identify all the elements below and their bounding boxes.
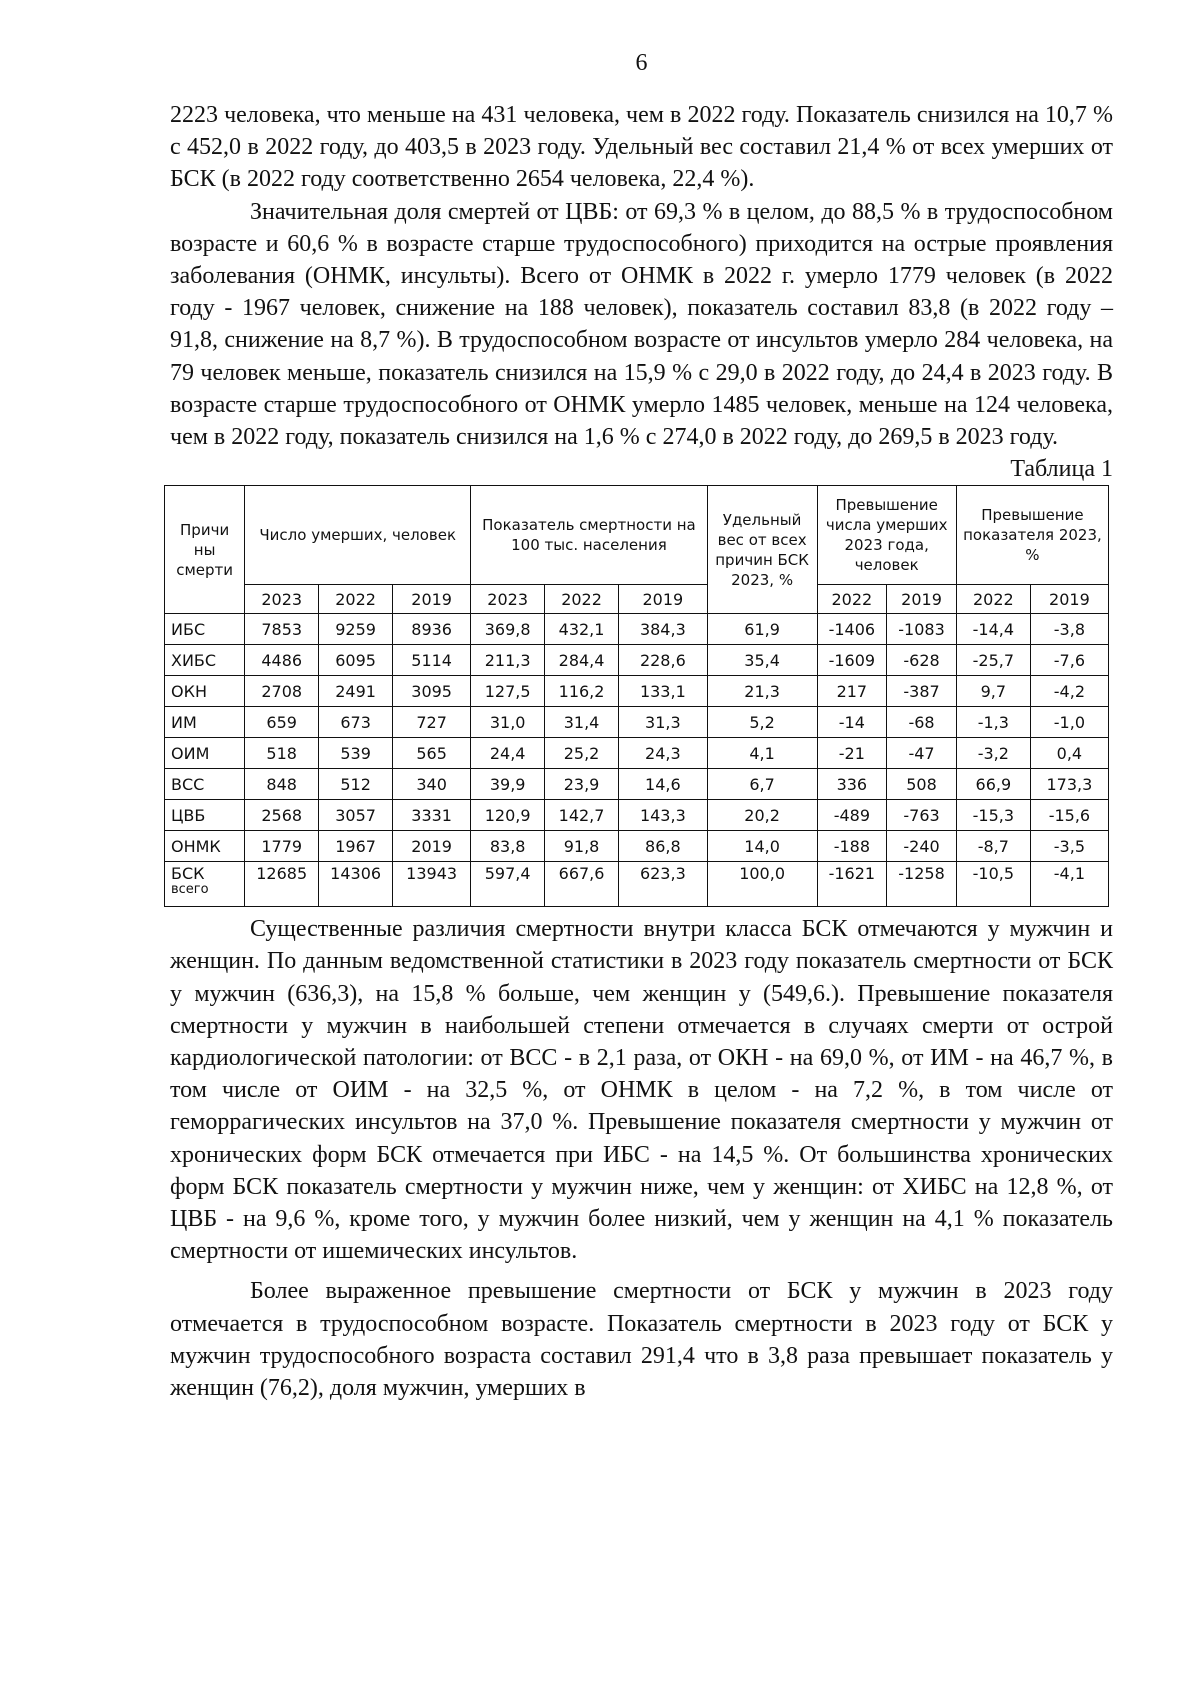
- cause-label: ОНМК: [171, 836, 221, 856]
- value-cell-d2022: 2491: [319, 676, 393, 707]
- cause-label: ОКН: [171, 681, 207, 701]
- value-cell-share: 61,9: [707, 614, 817, 645]
- value-cell-ed2019: -47: [887, 738, 957, 769]
- value-cell-r2019: 133,1: [619, 676, 708, 707]
- value-cell-d2022: 14306: [319, 862, 393, 907]
- cause-label: ХИБС: [171, 650, 217, 670]
- value-cell-d2022: 673: [319, 707, 393, 738]
- value-cell-d2019: 340: [393, 769, 471, 800]
- value-cell-share: 100,0: [707, 862, 817, 907]
- value-cell-d2019: 13943: [393, 862, 471, 907]
- value-cell-ed2019: -68: [887, 707, 957, 738]
- value-cell-er2022: -10,5: [956, 862, 1030, 907]
- value-cell-r2022: 432,1: [545, 614, 619, 645]
- value-cell-d2023: 659: [245, 707, 319, 738]
- value-cell-share: 4,1: [707, 738, 817, 769]
- value-cell-d2023: 848: [245, 769, 319, 800]
- value-cell-ed2022: -14: [817, 707, 887, 738]
- mortality-table: [164, 485, 1109, 907]
- value-cell-d2019: 565: [393, 738, 471, 769]
- cause-label: ВСС: [171, 774, 205, 794]
- value-cell-r2022: 116,2: [545, 676, 619, 707]
- table-row: [165, 862, 1109, 907]
- value-cell-r2023: 211,3: [471, 645, 545, 676]
- paragraph-4: Более выраженное превышение смертности от БСК у мужчин в 2023 году отмечается в трудоспособном возрасте. Показатель смертности в 2023 году от БСК у мужчин трудоспособного возраста составил 291,4 что в 3,8 раза превышает показатель у женщин (76,2), доля мужчин, умерших в: [170, 1278, 1113, 1402]
- table-row: [165, 707, 1109, 738]
- value-cell-d2019: 727: [393, 707, 471, 738]
- cause-cell: [165, 800, 245, 831]
- value-cell-er2019: -1,0: [1030, 707, 1108, 738]
- table-row: [165, 645, 1109, 676]
- value-cell-ed2022: -21: [817, 738, 887, 769]
- value-cell-ed2022: -1609: [817, 645, 887, 676]
- value-cell-d2023: 2708: [245, 676, 319, 707]
- value-cell-er2022: -15,3: [956, 800, 1030, 831]
- value-cell-er2019: 173,3: [1030, 769, 1108, 800]
- year-header: 2023: [245, 585, 319, 614]
- year-header: 2019: [393, 585, 471, 614]
- cause-cell: [165, 645, 245, 676]
- value-cell-er2022: -8,7: [956, 831, 1030, 862]
- value-cell-r2019: 31,3: [619, 707, 708, 738]
- value-cell-er2019: 0,4: [1030, 738, 1108, 769]
- value-cell-r2023: 120,9: [471, 800, 545, 831]
- value-cell-er2019: -3,8: [1030, 614, 1108, 645]
- year-header: 2019: [887, 585, 957, 614]
- value-cell-d2019: 8936: [393, 614, 471, 645]
- value-cell-d2019: 3331: [393, 800, 471, 831]
- paragraph-2: Значительная доля смертей от ЦВБ: от 69,3 % в целом, до 88,5 % в трудоспособном возрасте и 60,6 % в возрасте старше трудоспособного) приходится на острые проявления заболевания (ОНМК, инсульты). Всего от ОНМК в 2022 г. умерло 1779 человек (в 2022 году - 1967 человек, снижение на 188 человек), показатель составил 83,8 (в 2022 году – 91,8, снижение на 8,7 %). В трудоспособном возрасте от инсультов умерло 284 человека, на 79 человек меньше, показатель снизился на 15,9 % с 29,0 в 2022 году, до 24,4 в 2023 году. В возрасте старше трудоспособного от ОНМК умерло 1485 человек, меньше на 124 человека, чем в 2022 году, показатель снизился на 1,6 % с 274,0 в 2022 году, до 269,5 в 2023 году.: [170, 198, 1113, 451]
- header-deaths: Число умерших, человек: [245, 486, 471, 585]
- year-header: 2019: [619, 585, 708, 614]
- value-cell-ed2019: -1258: [887, 862, 957, 907]
- value-cell-d2023: 7853: [245, 614, 319, 645]
- value-cell-d2022: 9259: [319, 614, 393, 645]
- cause-cell: [165, 614, 245, 645]
- cause-label: ИБС: [171, 619, 206, 639]
- value-cell-r2023: 83,8: [471, 831, 545, 862]
- value-cell-ed2019: -240: [887, 831, 957, 862]
- table-row: [165, 800, 1109, 831]
- value-cell-r2019: 143,3: [619, 800, 708, 831]
- value-cell-er2019: -7,6: [1030, 645, 1108, 676]
- value-cell-ed2022: 336: [817, 769, 887, 800]
- value-cell-r2022: 23,9: [545, 769, 619, 800]
- value-cell-share: 21,3: [707, 676, 817, 707]
- value-cell-r2022: 31,4: [545, 707, 619, 738]
- value-cell-d2019: 3095: [393, 676, 471, 707]
- value-cell-ed2022: -1406: [817, 614, 887, 645]
- value-cell-er2019: -15,6: [1030, 800, 1108, 831]
- cause-label: ЦВБ: [171, 805, 206, 825]
- value-cell-d2023: 1779: [245, 831, 319, 862]
- value-cell-d2023: 12685: [245, 862, 319, 907]
- cause-label: ОИМ: [171, 743, 210, 763]
- value-cell-r2023: 597,4: [471, 862, 545, 907]
- value-cell-er2022: 66,9: [956, 769, 1030, 800]
- value-cell-r2023: 24,4: [471, 738, 545, 769]
- cause-label: БСК: [171, 864, 205, 884]
- value-cell-r2023: 127,5: [471, 676, 545, 707]
- value-cell-r2023: 31,0: [471, 707, 545, 738]
- value-cell-r2019: 14,6: [619, 769, 708, 800]
- value-cell-ed2022: -188: [817, 831, 887, 862]
- cause-cell: [165, 707, 245, 738]
- value-cell-er2019: -3,5: [1030, 831, 1108, 862]
- value-cell-ed2019: -763: [887, 800, 957, 831]
- value-cell-ed2019: -387: [887, 676, 957, 707]
- value-cell-d2022: 539: [319, 738, 393, 769]
- year-header: 2022: [545, 585, 619, 614]
- year-header: 2019: [1030, 585, 1108, 614]
- cause-cell: [165, 862, 245, 907]
- value-cell-er2022: 9,7: [956, 676, 1030, 707]
- value-cell-r2022: 284,4: [545, 645, 619, 676]
- value-cell-d2023: 518: [245, 738, 319, 769]
- value-cell-d2023: 2568: [245, 800, 319, 831]
- value-cell-d2022: 6095: [319, 645, 393, 676]
- value-cell-ed2019: -1083: [887, 614, 957, 645]
- cause-cell: [165, 738, 245, 769]
- value-cell-share: 20,2: [707, 800, 817, 831]
- table-row: [165, 738, 1109, 769]
- value-cell-d2023: 4486: [245, 645, 319, 676]
- value-cell-ed2019: 508: [887, 769, 957, 800]
- cause-sublabel: всего: [171, 882, 209, 898]
- value-cell-er2022: -14,4: [956, 614, 1030, 645]
- value-cell-d2022: 1967: [319, 831, 393, 862]
- year-header: 2022: [817, 585, 887, 614]
- cause-cell: [165, 831, 245, 862]
- value-cell-r2022: 667,6: [545, 862, 619, 907]
- value-cell-r2019: 86,8: [619, 831, 708, 862]
- value-cell-ed2022: -489: [817, 800, 887, 831]
- cause-label: ИМ: [171, 712, 197, 732]
- value-cell-d2019: 5114: [393, 645, 471, 676]
- value-cell-share: 35,4: [707, 645, 817, 676]
- value-cell-er2022: -3,2: [956, 738, 1030, 769]
- table-row: [165, 769, 1109, 800]
- header-rate: Показатель смертности на 100 тыс. населения: [471, 486, 708, 585]
- header-cause: Причи ны смерти: [165, 486, 245, 614]
- value-cell-r2022: 91,8: [545, 831, 619, 862]
- table-row: [165, 676, 1109, 707]
- value-cell-share: 5,2: [707, 707, 817, 738]
- cause-cell: [165, 769, 245, 800]
- table-body: [165, 614, 1109, 907]
- page-number: 6: [635, 50, 648, 76]
- value-cell-d2022: 512: [319, 769, 393, 800]
- value-cell-r2023: 39,9: [471, 769, 545, 800]
- value-cell-r2019: 228,6: [619, 645, 708, 676]
- year-header: 2023: [471, 585, 545, 614]
- value-cell-er2022: -1,3: [956, 707, 1030, 738]
- value-cell-er2019: -4,2: [1030, 676, 1108, 707]
- value-cell-d2019: 2019: [393, 831, 471, 862]
- value-cell-ed2022: 217: [817, 676, 887, 707]
- value-cell-r2019: 24,3: [619, 738, 708, 769]
- header-excess-rate: Превышение показателя 2023, %: [956, 486, 1108, 585]
- header-excess-deaths: Превышение числа умерших 2023 года, человек: [817, 486, 956, 585]
- value-cell-r2019: 384,3: [619, 614, 708, 645]
- table-row: [165, 831, 1109, 862]
- document-page: [170, 50, 1113, 1404]
- value-cell-r2022: 25,2: [545, 738, 619, 769]
- value-cell-r2022: 142,7: [545, 800, 619, 831]
- table-row: [165, 614, 1109, 645]
- table-caption: Таблица 1: [1010, 456, 1113, 483]
- value-cell-er2019: -4,1: [1030, 862, 1108, 907]
- year-header: 2022: [319, 585, 393, 614]
- value-cell-ed2022: -1621: [817, 862, 887, 907]
- value-cell-d2022: 3057: [319, 800, 393, 831]
- value-cell-share: 6,7: [707, 769, 817, 800]
- paragraph-3: Существенные различия смертности внутри класса БСК отмечаются у мужчин и женщин. По данным ведомственной статистики в 2023 году показатель смертности от БСК у мужчин (636,3), на 15,8 % больше, чем женщин у (549,6.). Превышение показателя смертности у мужчин в наибольшей степени отмечается в случаях смерти от острой кардиологической патологии: от ВСС - в 2,1 раза, от ОКН - на 69,0 %, от ИМ - на 46,7 %, в том числе от ОИМ - на 32,5 %, от ОНМК в целом - на 7,2 %, в том числе от геморрагических инсультов на 37,0 %. Превышение показателя смертности у мужчин от хронических форм БСК отмечается при ИБС - на 14,5 %. От большинства хронических форм БСК показатель смертности у мужчин ниже, чем у женщин: от ХИБС на 12,8 %, от ЦВБ - на 9,6 %, кроме того, у мужчин более низкий, чем у женщин на 4,1 % показатель смертности от ишемических инсультов.: [170, 916, 1113, 1265]
- value-cell-r2019: 623,3: [619, 862, 708, 907]
- value-cell-ed2019: -628: [887, 645, 957, 676]
- cause-cell: [165, 676, 245, 707]
- year-header: 2022: [956, 585, 1030, 614]
- value-cell-share: 14,0: [707, 831, 817, 862]
- header-share: Удельный вес от всех причин БСК 2023, %: [707, 486, 817, 614]
- paragraph-1: 2223 человека, что меньше на 431 человека, чем в 2022 году. Показатель снизился на 10,7 % с 452,0 в 2022 году, до 403,5 в 2023 году. Удельный вес составил 21,4 % от всех умерших от БСК (в 2022 году соответственно 2654 человека, 22,4 %).: [170, 102, 1113, 193]
- value-cell-r2023: 369,8: [471, 614, 545, 645]
- value-cell-er2022: -25,7: [956, 645, 1030, 676]
